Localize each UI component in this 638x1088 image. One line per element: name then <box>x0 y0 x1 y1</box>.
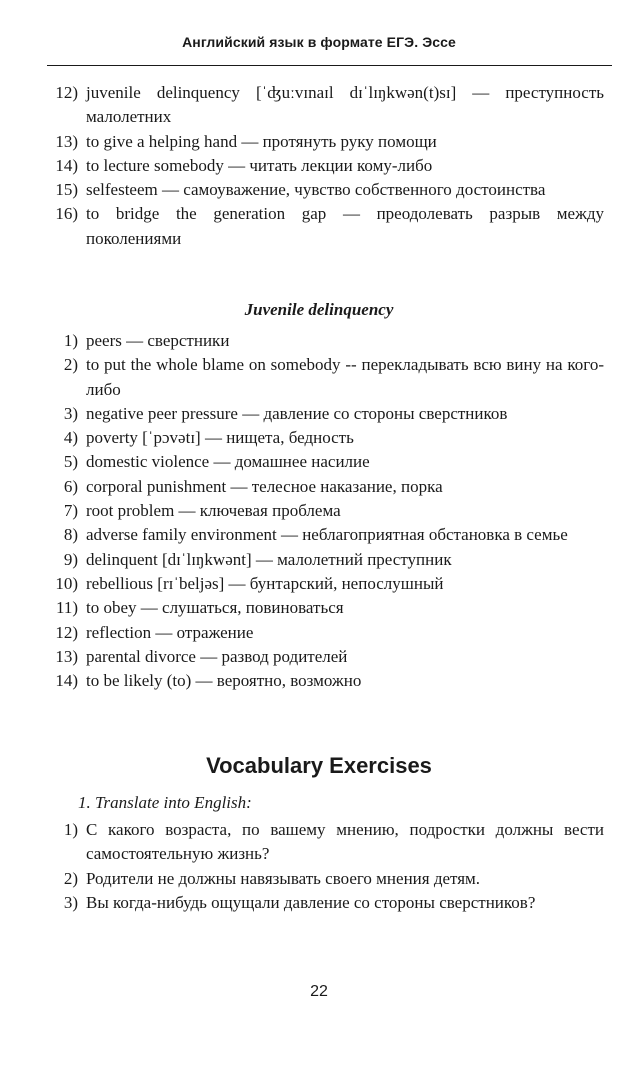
list-item <box>0 130 638 154</box>
list-item <box>0 669 638 693</box>
list-item <box>0 891 638 915</box>
list-item <box>0 402 638 426</box>
item-number: 12) <box>55 83 78 102</box>
item-text: peers — сверстники <box>86 331 230 350</box>
item-text: reflection — отражение <box>86 622 254 642</box>
item-text: to give a helping hand — протянуть руку помощи <box>86 131 437 151</box>
item-number: 11) <box>55 598 78 618</box>
item-number: 14) <box>55 155 78 175</box>
item-number: 13) <box>55 646 78 666</box>
section-subtitle: Juvenile delinquency <box>244 300 394 319</box>
item-number: 16) <box>55 204 78 224</box>
list-item <box>0 154 638 178</box>
item-number: 3) <box>63 892 78 912</box>
item-text: С какого возраста, по вашему мнению, подростки должны вести самостоятельную жизнь? <box>86 820 604 864</box>
item-text: to be likely (to) — вероятно, возможно <box>86 671 362 691</box>
item-number: 1) <box>63 820 78 839</box>
header-rule <box>47 65 612 66</box>
item-text: to lecture somebody — читать лекции кому-либо <box>86 155 433 175</box>
list-item <box>0 329 638 353</box>
item-text: juvenile delinquency [ˈʤuːvɪnaɪl dɪˈlɪŋkwən(t)sɪ] — преступность малолетних <box>86 83 604 127</box>
item-number: 1) <box>63 331 78 350</box>
list-item <box>0 178 638 202</box>
item-number: 13) <box>55 131 78 151</box>
item-text: adverse family environment — неблагоприятная обстановка в семье <box>86 525 568 545</box>
item-text: corporal punishment — телесное наказание, порка <box>86 476 443 496</box>
list-item <box>0 450 638 474</box>
item-text: selfesteem — самоуважение, чувство собственного достоинства <box>86 180 546 200</box>
list-item <box>0 572 638 596</box>
list-item <box>0 499 638 523</box>
page-number: 22 <box>310 983 328 1000</box>
item-number: 14) <box>55 671 78 691</box>
item-text: parental divorce — развод родителей <box>86 646 348 666</box>
item-number: 9) <box>63 549 78 569</box>
list-item <box>0 475 638 499</box>
section-title: Vocabulary Exercises <box>206 753 432 778</box>
item-text: to put the whole blame on somebody -- перекладывать всю вину на кого-либо <box>86 355 604 399</box>
list-item <box>0 202 638 251</box>
list-item <box>0 645 638 669</box>
item-number: 2) <box>63 355 78 375</box>
item-text: to bridge the generation gap — преодолевать разрыв между поколениями <box>86 204 604 248</box>
list-item <box>0 426 638 450</box>
item-text: domestic violence — домашнее насилие <box>86 452 370 472</box>
list-item <box>0 548 638 572</box>
item-text: root problem — ключевая проблема <box>86 501 341 521</box>
item-number: 12) <box>55 622 78 642</box>
item-number: 15) <box>55 180 78 200</box>
list-item <box>0 81 638 130</box>
item-text: Вы когда-нибудь ощущали давление со стороны сверстников? <box>86 892 536 912</box>
exercise-list <box>0 818 638 915</box>
item-number: 10) <box>55 573 78 593</box>
list-item <box>0 818 638 867</box>
list-item <box>0 523 638 547</box>
task-instruction: 1. Translate into English: <box>78 793 252 812</box>
vocab-list-continued <box>0 81 638 251</box>
list-item <box>0 353 638 402</box>
item-text: rebellious [rɪˈbeljəs] — бунтарский, непослушный <box>86 573 444 593</box>
list-item <box>0 867 638 891</box>
item-text: delinquent [dɪˈlɪŋkwənt] — малолетний преступник <box>86 549 452 569</box>
item-number: 6) <box>63 476 78 496</box>
item-text: poverty [ˈpɔvətɪ] — нищета, бедность <box>86 428 354 448</box>
item-text: negative peer pressure — давление со стороны сверстников <box>86 403 508 423</box>
item-number: 4) <box>63 428 78 448</box>
item-number: 5) <box>63 452 78 472</box>
running-header: Английский язык в формате ЕГЭ. Эссе <box>182 34 456 50</box>
item-number: 8) <box>63 525 78 545</box>
list-item <box>0 621 638 645</box>
list-item <box>0 596 638 620</box>
vocab-list-juvenile <box>0 329 638 693</box>
item-number: 2) <box>63 868 78 888</box>
item-text: Родители не должны навязывать своего мнения детям. <box>86 868 481 888</box>
item-number: 7) <box>63 501 78 521</box>
item-text: to obey — слушаться, повиноваться <box>86 598 344 618</box>
item-number: 3) <box>63 403 78 423</box>
